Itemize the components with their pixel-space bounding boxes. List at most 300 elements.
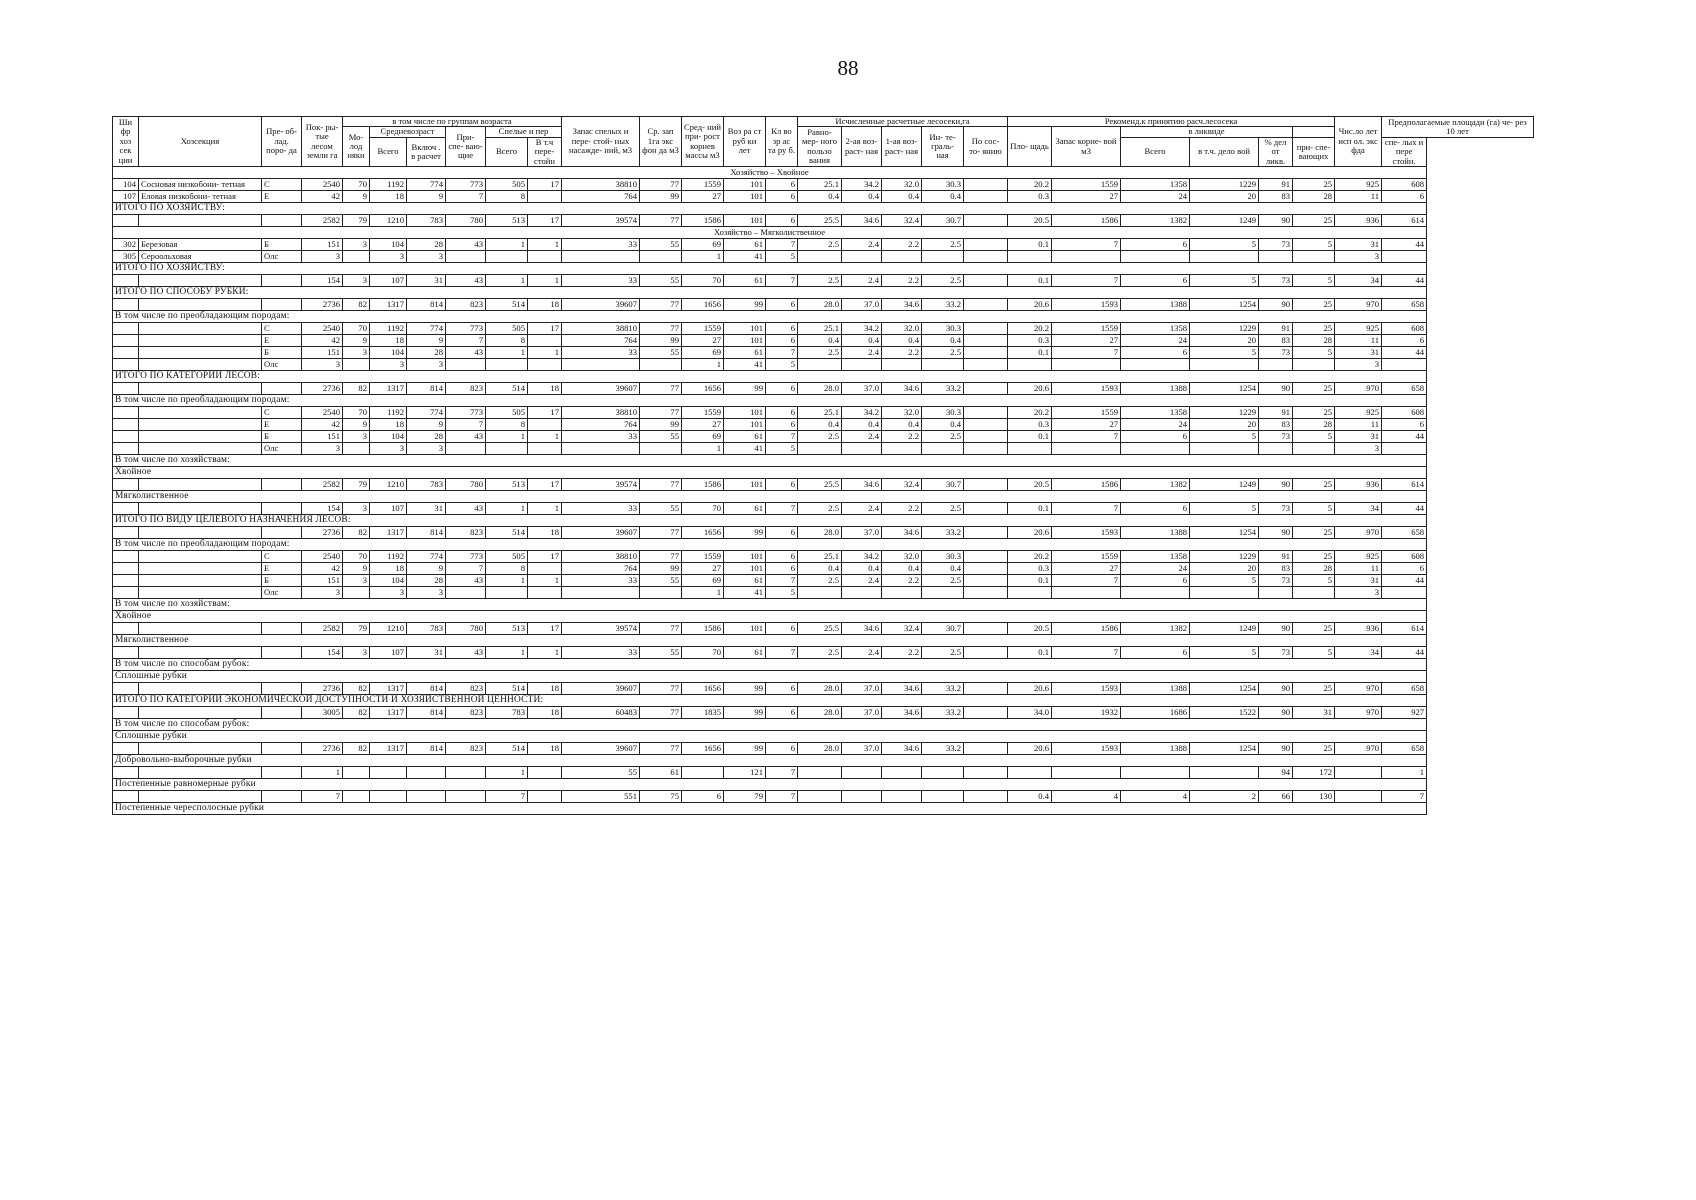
table-cell: 2.5: [922, 275, 964, 287]
table-cell: 936: [1335, 479, 1382, 491]
table-cell: С: [262, 407, 302, 419]
table-cell: 658: [1382, 743, 1427, 755]
table-cell: 34: [1335, 503, 1382, 515]
table-cell: 34.2: [842, 179, 882, 191]
table-cell: 7: [766, 575, 798, 587]
table-cell: 773: [446, 551, 486, 563]
table-cell: 823: [446, 707, 486, 719]
table-cell: 6: [766, 299, 798, 311]
table-cell: 6: [1121, 431, 1190, 443]
table-cell: 2.5: [922, 503, 964, 515]
table-cell: 31: [1293, 707, 1335, 719]
table-cell: [113, 275, 139, 287]
table-cell: 28: [407, 347, 446, 359]
table-cell: 2.5: [922, 431, 964, 443]
table-row: [113, 251, 1534, 263]
table-cell: 3: [343, 275, 370, 287]
table-cell: [964, 251, 1008, 263]
table-cell: 101: [724, 479, 766, 491]
table-cell: [964, 239, 1008, 251]
table-cell: 27: [682, 419, 724, 431]
table-cell: [562, 359, 640, 371]
table-cell: 73: [1259, 431, 1293, 443]
table-cell: 6: [766, 215, 798, 227]
table-cell: [1382, 251, 1427, 263]
table-cell: Б: [262, 431, 302, 443]
table-cell: 77: [640, 551, 682, 563]
header-age2: 2-ая воз- раст- ная: [842, 127, 882, 167]
table-cell: 3: [302, 359, 343, 371]
table-cell: Олс: [262, 443, 302, 455]
table-cell: 82: [343, 527, 370, 539]
table-cell: 66: [1259, 791, 1293, 803]
table-cell: 77: [640, 707, 682, 719]
table-cell: 2.2: [882, 431, 922, 443]
table-cell: 774: [407, 551, 446, 563]
cell-section-name: [139, 791, 262, 803]
table-cell: 55: [562, 767, 640, 779]
table-cell: 1: [528, 647, 562, 659]
table-cell: 7: [486, 791, 528, 803]
table-cell: 20.5: [1008, 479, 1052, 491]
table-cell: 31: [1335, 239, 1382, 251]
table-body: [113, 167, 1534, 815]
table-cell: 774: [407, 323, 446, 335]
table-cell: 33.2: [922, 743, 964, 755]
table-cell: 7: [766, 347, 798, 359]
table-cell: 73: [1259, 647, 1293, 659]
table-cell: 0.4: [798, 419, 842, 431]
table-cell: [640, 587, 682, 599]
section-row: [113, 467, 1534, 479]
table-cell: [964, 179, 1008, 191]
table-cell: 30.7: [922, 215, 964, 227]
table-cell: [964, 563, 1008, 575]
table-cell: 30.7: [922, 479, 964, 491]
table-cell: 2.5: [922, 347, 964, 359]
table-cell: 27: [682, 563, 724, 575]
table-cell: [113, 623, 139, 635]
cell-section-name: [139, 503, 262, 515]
table-cell: 3: [302, 443, 343, 455]
section-label: ИТОГО ПО ХОЗЯЙСТВУ:: [113, 263, 1427, 275]
table-cell: [113, 383, 139, 395]
table-cell: 6: [766, 191, 798, 203]
table-cell: [964, 299, 1008, 311]
section-row: [113, 515, 1534, 527]
table-cell: 99: [724, 707, 766, 719]
table-cell: 25: [1293, 479, 1335, 491]
subtitle-label: Хозяйство – Мягколиственное: [113, 227, 1427, 239]
table-cell: 25: [1293, 323, 1335, 335]
table-cell: 5: [766, 251, 798, 263]
table-cell: 20.5: [1008, 215, 1052, 227]
table-cell: 9: [343, 563, 370, 575]
table-cell: 823: [446, 299, 486, 311]
table-cell: [842, 251, 882, 263]
table-cell: 73: [1259, 347, 1293, 359]
table-cell: 18: [370, 335, 407, 347]
table-cell: 27: [1052, 191, 1121, 203]
table-cell: [446, 251, 486, 263]
table-cell: С: [262, 179, 302, 191]
table-cell: 2.2: [882, 647, 922, 659]
section-label: Добровольно-выборочные рубки: [113, 755, 1427, 767]
table-cell: [842, 359, 882, 371]
table-cell: 77: [640, 179, 682, 191]
table-cell: 42: [302, 191, 343, 203]
table-cell: [964, 275, 1008, 287]
table-cell: 1249: [1190, 623, 1259, 635]
table-cell: 20.6: [1008, 527, 1052, 539]
table-cell: [1335, 791, 1382, 803]
table-cell: 101: [724, 563, 766, 575]
table-cell: 1586: [1052, 215, 1121, 227]
table-cell: 0.4: [798, 563, 842, 575]
table-cell: 25.1: [798, 551, 842, 563]
section-row: [113, 395, 1534, 407]
table-cell: 37.0: [842, 707, 882, 719]
table-cell: 27: [1052, 563, 1121, 575]
table-cell: 101: [724, 215, 766, 227]
table-cell: [1382, 587, 1427, 599]
table-cell: [640, 443, 682, 455]
table-cell: 927: [1382, 707, 1427, 719]
table-cell: 1593: [1052, 383, 1121, 395]
table-cell: 7: [766, 431, 798, 443]
table-cell: 2582: [302, 215, 343, 227]
table-cell: 614: [1382, 479, 1427, 491]
table-cell: 39607: [562, 527, 640, 539]
table-cell: 2.5: [798, 431, 842, 443]
header-section: Хозсекция: [139, 117, 262, 167]
table-cell: 925: [1335, 407, 1382, 419]
table-cell: 90: [1259, 623, 1293, 635]
table-cell: 34: [1335, 275, 1382, 287]
table-cell: 77: [640, 215, 682, 227]
table-cell: 33: [562, 275, 640, 287]
table-cell: Б: [262, 347, 302, 359]
table-cell: 61: [724, 503, 766, 515]
section-label: Сплошные рубки: [113, 731, 1427, 743]
table-cell: [262, 527, 302, 539]
table-row: [113, 683, 1534, 695]
section-row: [113, 203, 1534, 215]
table-cell: 90: [1259, 299, 1293, 311]
table-row: [113, 479, 1534, 491]
table-cell: 2.4: [842, 431, 882, 443]
table-cell: 936: [1335, 215, 1382, 227]
table-cell: 39607: [562, 743, 640, 755]
table-cell: 28: [1293, 191, 1335, 203]
table-cell: 55: [640, 431, 682, 443]
table-cell: 0.1: [1008, 575, 1052, 587]
table-cell: 3: [1335, 359, 1382, 371]
table-cell: 774: [407, 179, 446, 191]
table-cell: 77: [640, 683, 682, 695]
table-cell: 1229: [1190, 407, 1259, 419]
table-cell: 44: [1382, 575, 1427, 587]
table-cell: Е: [262, 419, 302, 431]
table-cell: 20.6: [1008, 299, 1052, 311]
table-cell: 31: [407, 647, 446, 659]
table-cell: 17: [528, 179, 562, 191]
table-cell: 30.3: [922, 179, 964, 191]
table-cell: [1259, 587, 1293, 599]
table-cell: 1656: [682, 383, 724, 395]
table-cell: [262, 215, 302, 227]
table-cell: 44: [1382, 275, 1427, 287]
table-cell: [528, 335, 562, 347]
table-cell: 90: [1259, 479, 1293, 491]
table-cell: 107: [370, 503, 407, 515]
subtitle-row: [113, 227, 1534, 239]
table-cell: [842, 767, 882, 779]
table-cell: 773: [446, 323, 486, 335]
header-plot: Ши фр хоз сек ции: [113, 117, 139, 167]
table-cell: [113, 767, 139, 779]
table-cell: 823: [446, 743, 486, 755]
section-row: [113, 659, 1534, 671]
table-cell: 3: [343, 347, 370, 359]
table-cell: 3: [407, 359, 446, 371]
table-cell: 780: [446, 479, 486, 491]
table-cell: 1586: [682, 215, 724, 227]
table-cell: 1210: [370, 623, 407, 635]
section-row: [113, 599, 1534, 611]
table-cell: 91: [1259, 407, 1293, 419]
table-cell: [528, 791, 562, 803]
table-cell: 28.0: [798, 707, 842, 719]
table-cell: [113, 743, 139, 755]
table-cell: 73: [1259, 275, 1293, 287]
table-row: [113, 215, 1534, 227]
section-row: [113, 287, 1534, 299]
table-cell: 2736: [302, 527, 343, 539]
table-cell: 7: [766, 647, 798, 659]
table-cell: 5: [1293, 647, 1335, 659]
table-cell: 814: [407, 527, 446, 539]
table-cell: 2.5: [798, 575, 842, 587]
table-cell: 33: [562, 347, 640, 359]
table-cell: 1210: [370, 215, 407, 227]
table-cell: 783: [407, 623, 446, 635]
table-row: [113, 575, 1534, 587]
table-cell: 305: [113, 251, 139, 263]
table-cell: [964, 191, 1008, 203]
table-cell: 773: [446, 407, 486, 419]
table-cell: 0.4: [842, 563, 882, 575]
table-cell: 101: [724, 335, 766, 347]
table-cell: 2736: [302, 743, 343, 755]
table-cell: 1358: [1121, 179, 1190, 191]
table-cell: 1388: [1121, 683, 1190, 695]
table-cell: 2582: [302, 623, 343, 635]
header-mature: Спелые и пер: [486, 127, 562, 137]
table-cell: 0.4: [842, 191, 882, 203]
table-cell: 6: [766, 527, 798, 539]
table-cell: [964, 335, 1008, 347]
table-cell: 90: [1259, 527, 1293, 539]
table-cell: [446, 791, 486, 803]
table-cell: 25: [1293, 179, 1335, 191]
table-cell: 34.6: [882, 383, 922, 395]
table-cell: [922, 767, 964, 779]
table-cell: [113, 587, 139, 599]
table-cell: 25: [1293, 551, 1335, 563]
header-young: Мо- лод няки: [343, 127, 370, 167]
table-cell: [113, 707, 139, 719]
table-cell: [964, 359, 1008, 371]
table-cell: 9: [343, 335, 370, 347]
table-cell: [407, 791, 446, 803]
table-cell: 101: [724, 623, 766, 635]
table-cell: 5: [1293, 575, 1335, 587]
table-cell: 0.4: [882, 335, 922, 347]
table-cell: 90: [1259, 743, 1293, 755]
table-cell: 20: [1190, 419, 1259, 431]
table-cell: 513: [486, 215, 528, 227]
table-cell: 6: [766, 743, 798, 755]
table-cell: 99: [640, 191, 682, 203]
table-cell: [113, 407, 139, 419]
table-cell: 823: [446, 683, 486, 695]
table-cell: 2.5: [798, 503, 842, 515]
table-cell: 925: [1335, 179, 1382, 191]
table-cell: 43: [446, 575, 486, 587]
table-cell: 18: [370, 419, 407, 431]
table-cell: 107: [370, 647, 407, 659]
table-cell: [1121, 443, 1190, 455]
table-cell: 18: [528, 527, 562, 539]
table-cell: 24: [1121, 335, 1190, 347]
table-cell: 2540: [302, 551, 343, 563]
table-cell: 33.2: [922, 383, 964, 395]
table-cell: [262, 647, 302, 659]
table-cell: [882, 587, 922, 599]
table-cell: 7: [1382, 791, 1427, 803]
table-cell: 1593: [1052, 299, 1121, 311]
header-age: Воз ра ст руб ки лет: [724, 117, 766, 167]
table-cell: 11: [1335, 419, 1382, 431]
table-cell: [1382, 443, 1427, 455]
table-cell: 34.2: [842, 551, 882, 563]
table-cell: [964, 647, 1008, 659]
table-cell: [262, 767, 302, 779]
table-cell: 104: [370, 575, 407, 587]
table-cell: 61: [724, 575, 766, 587]
table-cell: 1192: [370, 323, 407, 335]
section-label: В том числе по преобладающим породам:: [113, 539, 1427, 551]
table-cell: 17: [528, 407, 562, 419]
header-liquid-pct: % дел от ликв.: [1259, 137, 1293, 166]
table-cell: 33.2: [922, 299, 964, 311]
table-cell: 33: [562, 575, 640, 587]
table-cell: 1: [486, 575, 528, 587]
table-cell: 33.2: [922, 707, 964, 719]
cell-section-name: [139, 335, 262, 347]
section-row: [113, 671, 1534, 683]
table-cell: 99: [724, 743, 766, 755]
table-cell: 505: [486, 179, 528, 191]
table-cell: 20.6: [1008, 383, 1052, 395]
header-middle-all: Всего: [370, 137, 407, 166]
table-cell: 25.5: [798, 479, 842, 491]
table-cell: 34.2: [842, 407, 882, 419]
table-cell: [113, 575, 139, 587]
table-cell: [682, 767, 724, 779]
table-cell: 25: [1293, 623, 1335, 635]
table-cell: [486, 443, 528, 455]
table-cell: [964, 479, 1008, 491]
table-cell: 0.4: [798, 335, 842, 347]
cell-section-name: [139, 623, 262, 635]
table-cell: 1586: [682, 479, 724, 491]
table-cell: [964, 383, 1008, 395]
table-cell: 6: [766, 479, 798, 491]
table-cell: 2.2: [882, 275, 922, 287]
table-cell: 1254: [1190, 299, 1259, 311]
table-cell: 6: [766, 683, 798, 695]
table-cell: 42: [302, 335, 343, 347]
table-cell: 82: [343, 743, 370, 755]
table-cell: 130: [1293, 791, 1335, 803]
table-cell: 27: [1052, 335, 1121, 347]
table-cell: 7: [446, 419, 486, 431]
table-cell: 99: [640, 563, 682, 575]
table-cell: 25.1: [798, 179, 842, 191]
table-cell: 0.4: [882, 419, 922, 431]
table-cell: [528, 563, 562, 575]
table-cell: 6: [1382, 191, 1427, 203]
table-cell: [842, 587, 882, 599]
cell-section-name: Березовая: [139, 239, 262, 251]
table-cell: 3: [407, 587, 446, 599]
table-cell: 1358: [1121, 407, 1190, 419]
table-cell: [964, 443, 1008, 455]
table-cell: 9: [343, 191, 370, 203]
table-cell: [1293, 587, 1335, 599]
table-cell: 823: [446, 383, 486, 395]
section-label: Хвойное: [113, 467, 1427, 479]
table-cell: 1559: [1052, 407, 1121, 419]
table-cell: 82: [343, 299, 370, 311]
table-cell: 77: [640, 623, 682, 635]
table-cell: 32.4: [882, 215, 922, 227]
table-cell: 514: [486, 383, 528, 395]
table-cell: 6: [1382, 335, 1427, 347]
table-cell: 0.4: [798, 191, 842, 203]
table-cell: 1586: [1052, 623, 1121, 635]
table-cell: 2.4: [842, 503, 882, 515]
cell-section-name: [139, 575, 262, 587]
table-cell: 104: [370, 239, 407, 251]
table-cell: 6: [766, 419, 798, 431]
table-cell: [964, 707, 1008, 719]
table-cell: 34.6: [842, 215, 882, 227]
table-cell: 3: [343, 575, 370, 587]
table-cell: 70: [682, 503, 724, 515]
table-cell: 28.0: [798, 299, 842, 311]
table-cell: 151: [302, 239, 343, 251]
table-cell: 39574: [562, 215, 640, 227]
section-row: [113, 311, 1534, 323]
table-cell: 18: [528, 707, 562, 719]
table-cell: 1: [486, 275, 528, 287]
table-cell: 8: [486, 419, 528, 431]
table-cell: 3: [1335, 587, 1382, 599]
table-cell: 101: [724, 179, 766, 191]
